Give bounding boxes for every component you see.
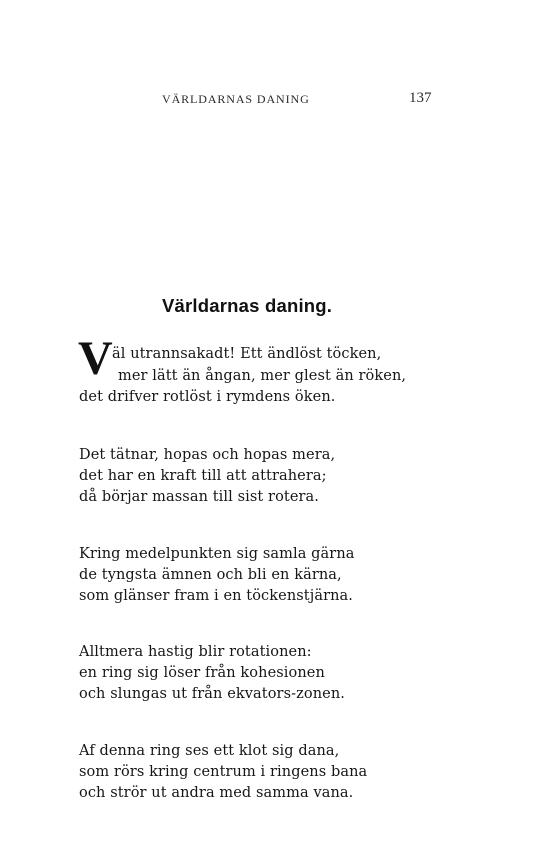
drop-cap: V	[78, 332, 113, 385]
verse-line: då börjar massan till sist rotera.	[79, 489, 319, 505]
verse-line: som rörs kring centrum i ringens bana	[79, 764, 368, 780]
verse-line: en ring sig löser från kohesionen	[79, 665, 325, 681]
verse-line: Af denna ring ses ett klot sig dana,	[79, 743, 340, 759]
running-title: VÄRLDARNAS DANING	[162, 92, 310, 106]
verse-line: som glänser fram i en töckenstjärna.	[79, 588, 353, 604]
verse-line: det drifver rotlöst i rymdens öken.	[79, 389, 336, 405]
verse-line: äl utrannsakadt! Ett ändlöst töcken,	[112, 346, 382, 362]
verse-line: Det tätnar, hopas och hopas mera,	[79, 447, 336, 463]
verse-line: Kring medelpunkten sig samla gärna	[79, 546, 355, 562]
verse-line: och slungas ut från ekvators-zonen.	[79, 686, 345, 702]
verse-line: Alltmera hastig blir rotationen:	[79, 644, 312, 660]
page-number: 137	[409, 90, 432, 106]
verse-line: det har en kraft till att attrahera;	[79, 468, 327, 484]
verse-line: de tyngsta ämnen och bli en kärna,	[79, 567, 342, 583]
poem-title: Världarnas daning.	[162, 295, 333, 316]
verse-line: mer lätt än ångan, mer glest än röken,	[118, 368, 407, 384]
verse-line: och strör ut andra med samma vana.	[79, 785, 354, 801]
